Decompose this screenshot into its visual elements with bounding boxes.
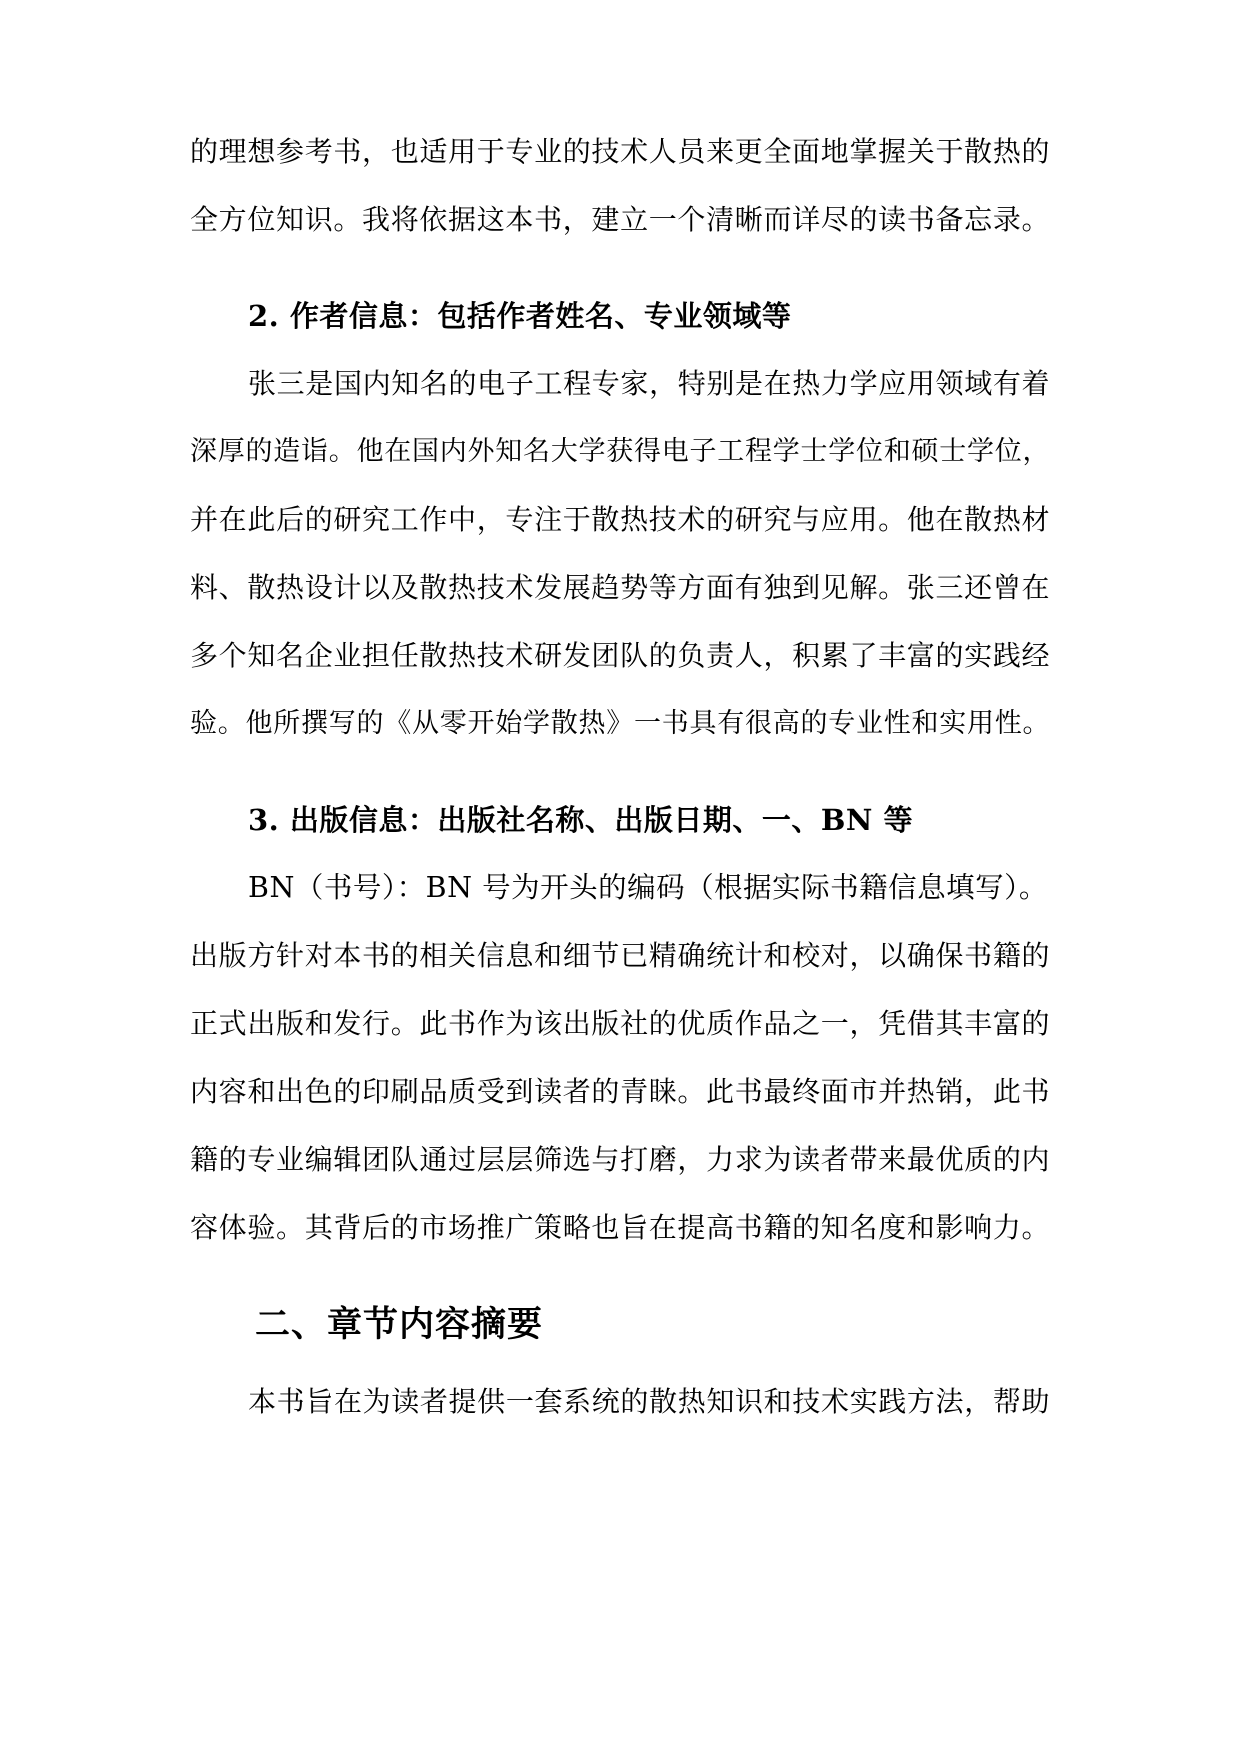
paragraph-line: 并在此后的研究工作中，专注于散热技术的研究与应用。他在散热材	[190, 503, 1050, 536]
paragraph-line: 张三是国内知名的电子工程专家，特别是在热力学应用领域有着	[248, 367, 1050, 400]
paragraph-line: 深厚的造诣。他在国内外知名大学获得电子工程学士学位和硕士学位，	[190, 436, 1050, 467]
paragraph-line: 正式出版和发行。此书作为该出版社的优质作品之一，凭借其丰富的	[190, 1007, 1050, 1040]
paragraph-line: 料、散热设计以及散热技术发展趋势等方面有独到见解。张三还曾在	[190, 571, 1050, 604]
paragraph-line: 全方位知识。我将依据这本书，建立一个清晰而详尽的读书备忘录。	[190, 203, 1050, 236]
paragraph-line: 内容和出色的印刷品质受到读者的青睐。此书最终面市并热销，此书	[190, 1075, 1050, 1108]
section-heading-author-info: 2. 作者信息：包括作者姓名、专业领域等	[248, 299, 792, 333]
paragraph-line: 出版方针对本书的相关信息和细节已精确统计和校对，以确保书籍的	[190, 939, 1050, 972]
chapter-heading-summary: 二、章节内容摘要	[255, 1304, 544, 1345]
paragraph-line: 验。他所撰写的《从零开始学散热》一书具有很高的专业性和实用性。	[190, 708, 1050, 739]
paragraph-line: 籍的专业编辑团队通过层层筛选与打磨，力求为读者带来最优质的内	[190, 1143, 1050, 1176]
section-heading-publication-info: 3. 出版信息：出版社名称、出版日期、一、BN 等	[248, 803, 913, 837]
paragraph-line: BN（书号）：BN 号为开头的编码（根据实际书籍信息填写）。	[248, 871, 1048, 904]
paragraph-line: 容体验。其背后的市场推广策略也旨在提高书籍的知名度和影响力。	[190, 1211, 1050, 1244]
paragraph-line: 多个知名企业担任散热技术研发团队的负责人，积累了丰富的实践经	[190, 639, 1050, 672]
paragraph-line: 的理想参考书，也适用于专业的技术人员来更全面地掌握关于散热的	[190, 135, 1050, 168]
paragraph-line: 本书旨在为读者提供一套系统的散热知识和技术实践方法，帮助	[248, 1385, 1050, 1418]
